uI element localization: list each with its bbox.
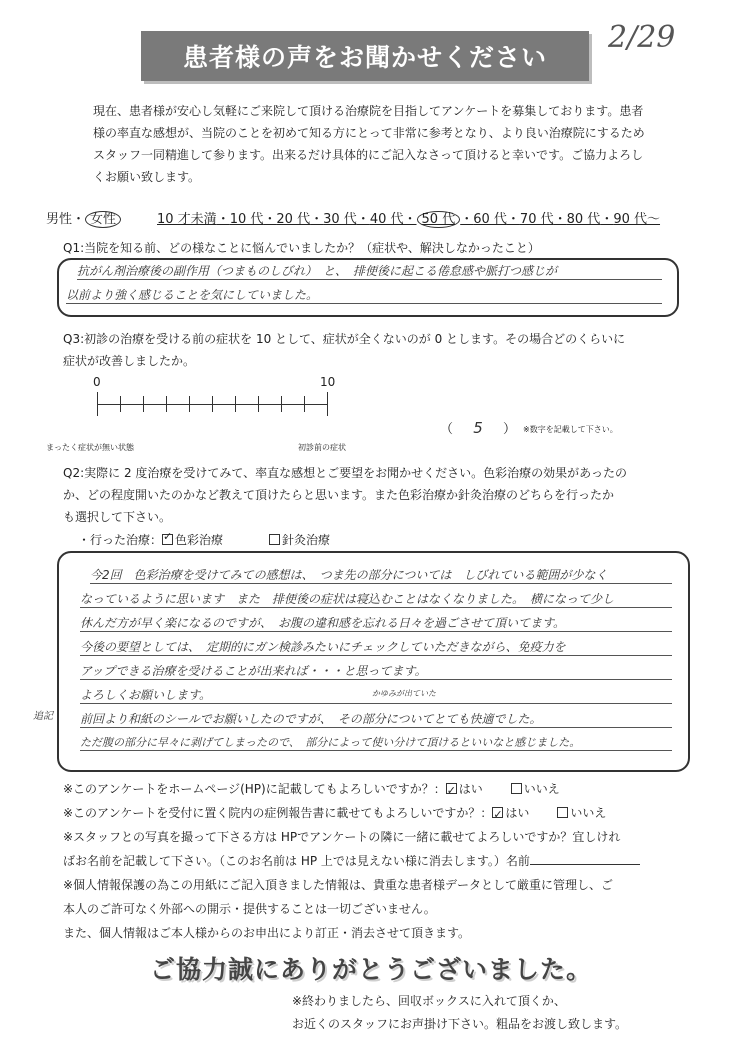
paren-open: （ (440, 422, 454, 437)
age-option[interactable]: 30 代 (323, 212, 357, 227)
consent-photo-name-text: ばお名前を記載して下さい。（このお名前は HP 上では見えない様に消去します。）名前 (63, 854, 530, 868)
scale-tick (304, 396, 305, 412)
treatment-selection (78, 531, 330, 548)
gender-female-selected[interactable]: 女性 (85, 211, 121, 228)
age-option[interactable]: 10 才未満 (157, 212, 217, 227)
age-option[interactable]: 10 代 (229, 212, 264, 227)
scale-tick (235, 396, 236, 412)
q2-answer-line: アップできる治療を受けることが出来れば・・・と思ってます。 (80, 662, 672, 680)
q3-answer-value: 5 (473, 419, 483, 437)
scale-tick (212, 396, 213, 412)
q2-question-line: も選択して下さい。 (63, 510, 172, 524)
age-option-selected[interactable]: 50 代 (417, 211, 461, 228)
consent-report-text: ※このアンケートを受付に置く院内の症例報告書に載せてもよろしいですか？： (63, 806, 493, 820)
checkbox-unchecked[interactable] (511, 783, 522, 794)
intro-line: くお願い致します。 (93, 170, 201, 184)
scale-tick (327, 392, 328, 416)
q3-question-line: Q3:初診の治療を受ける前の症状を 10 として、症状が全くないのが 0 とします。その場合どのくらいに (63, 332, 626, 346)
option-yes: はい (505, 806, 530, 820)
checkbox-checked[interactable] (446, 783, 457, 794)
q3-answer-field[interactable] (440, 418, 516, 437)
consent-hp-text: ※このアンケートをホームページ(HP)に記載してもよろしいですか？： (63, 782, 446, 796)
age-option[interactable]: 40 代 (369, 212, 404, 227)
scale-right-caption: 初診前の症状 (298, 443, 346, 452)
q2-question (63, 462, 683, 528)
scale-tick (166, 396, 167, 412)
intro-line: 現在、患者様が安心し気軽にご来院して頂ける治療院を目指してアンケートを募集しております。患者 (93, 104, 644, 118)
footer-line: ※終わりましたら、回収ボックスに入れて頂くか、 (292, 994, 566, 1008)
q2-question-line: Q2:実際に 2 度治療を受けてみて、率直な感想とご要望をお聞かせください。色彩治療の効果があったの (63, 466, 628, 480)
thank-you-message: ご協力誠にありがとうございました。 (150, 955, 593, 984)
addendum-mark: 追記 (33, 711, 53, 722)
gender-options (46, 208, 121, 227)
consent-photo-line: ※スタッフとの写真を撮って下さる方は HPでアンケートの隣に一緒に載せてよろしいですか？宜しけれ (63, 830, 621, 844)
gender-separator: ・ (72, 212, 86, 227)
option-no: いいえ (523, 782, 560, 796)
treatment-label: ・行った治療： (78, 533, 163, 547)
age-option[interactable]: 80 代 (566, 212, 601, 227)
option-yes: はい (458, 782, 483, 796)
checkbox-unchecked[interactable] (557, 807, 568, 818)
treatment-option-color: 色彩治療 (175, 533, 224, 547)
footer-text (292, 990, 627, 1036)
age-option[interactable]: 20 代 (276, 212, 311, 227)
age-option[interactable]: 70 代 (519, 212, 554, 227)
scale-min-label: 0 (93, 375, 101, 389)
q2-answer-line: よろしくお願いします。 (80, 686, 672, 704)
scale-tick (258, 396, 259, 412)
gender-male[interactable]: 男性 (46, 212, 73, 227)
age-options: 10 才未満・10 代・20 代・30 代・40 代・ 50 代 ・60 代・70 代・80 代・90 代〜 (157, 212, 661, 227)
q3-answer-note: ※数字を記載して下さい。 (523, 425, 618, 434)
treatment-option-acupuncture: 針灸治療 (282, 533, 331, 547)
q1-answer-line: 抗がん剤治療後の副作用（つまものしびれ） と、 排便後に起こる倦怠感や脈打つ感じが (77, 262, 662, 280)
q1-answer-line: 以前より強く感じることを気にしていました。 (66, 286, 662, 304)
consent-notes (63, 777, 693, 945)
scale-tick (97, 392, 98, 416)
checkbox-unchecked[interactable] (269, 534, 280, 545)
q1-question: Q1:当院を知る前、どの様なことに悩んでいましたか？（症状や、解決しなかったこと） (63, 241, 540, 255)
q3-question-line: 症状が改善しましたか。 (63, 354, 196, 368)
scale-tick (281, 396, 282, 412)
intro-text (93, 100, 683, 188)
page-title: 患者様の声をお聞かせください (141, 31, 589, 81)
age-option[interactable]: 90 代〜 (613, 212, 661, 227)
q2-question-line: か、どの程度開いたのかなど教えて頂けたらと思います。また色彩治療か針灸治療のどちらを行ったか (63, 488, 615, 502)
q2-answer-line: 休んだ方が早く楽になるのですが、 お腹の違和感を忘れる日々を過ごさせて頂いてます。 (80, 614, 672, 632)
checkbox-checked[interactable] (162, 534, 173, 545)
consent-photo-name (63, 849, 693, 873)
privacy-line: 本人のご許可なく外部への開示・提供することは一切ございません。 (63, 902, 436, 916)
privacy-line: ※個人情報保護の為この用紙にご記入頂きました情報は、貴重な患者様データとして厳重に管理し、ご (63, 878, 614, 892)
intro-line: 様の率直な感想が、当院のことを初めて知る方にとって非常に参考となり、より良い治療院にするため (93, 126, 645, 140)
paren-close: ） (503, 422, 517, 437)
privacy-line: また、個人情報はご本人様からのお申出により訂正・消去させて頂きます。 (63, 926, 471, 940)
symptom-scale (97, 404, 328, 405)
age-option[interactable]: 60 代 (473, 212, 507, 227)
q2-answer-line: 前回より和紙のシールでお願いしたのですが、 その部分についてとても快適でした。 (80, 710, 672, 728)
q2-answer-line: 今後の要望としては、 定期的にガン検診みたいにチェックしていただきながら、免疫力を (80, 638, 672, 656)
scale-tick (189, 396, 190, 412)
consent-hp (63, 777, 693, 801)
name-field[interactable] (530, 850, 640, 865)
checkbox-checked[interactable] (492, 807, 503, 818)
consent-report (63, 801, 693, 825)
q2-answer-line: なっているように思います また 排便後の症状は寝込むことはなくなりました。 横になって少し (80, 590, 672, 608)
q3-question (63, 328, 683, 372)
footer-line: お近くのスタッフにお声掛け下さい。粗品をお渡し致します。 (292, 1017, 628, 1031)
q2-answer-line: 今2回 色彩治療を受けてみての感想は、 つま先の部分については しびれている範囲が少なく (90, 566, 672, 584)
scale-tick (143, 396, 144, 412)
scale-left-caption: まったく症状が無い状態 (46, 443, 134, 452)
scale-max-label: 10 (320, 375, 336, 389)
scale-tick (120, 396, 121, 412)
q2-insertion-note: かゆみが出ていた (372, 689, 436, 698)
handwritten-date: 2/29 (608, 20, 676, 55)
q2-answer-line: ただ腹の部分に早々に剥げてしまったので、 部分によって使い分けて頂けるといいなと感じました。 (80, 734, 672, 751)
intro-line: スタッフ一同精進して参ります。出来るだけ具体的にご記入なさって頂けると幸いです。ご協力よろし (93, 148, 644, 162)
option-no: いいえ (570, 806, 607, 820)
